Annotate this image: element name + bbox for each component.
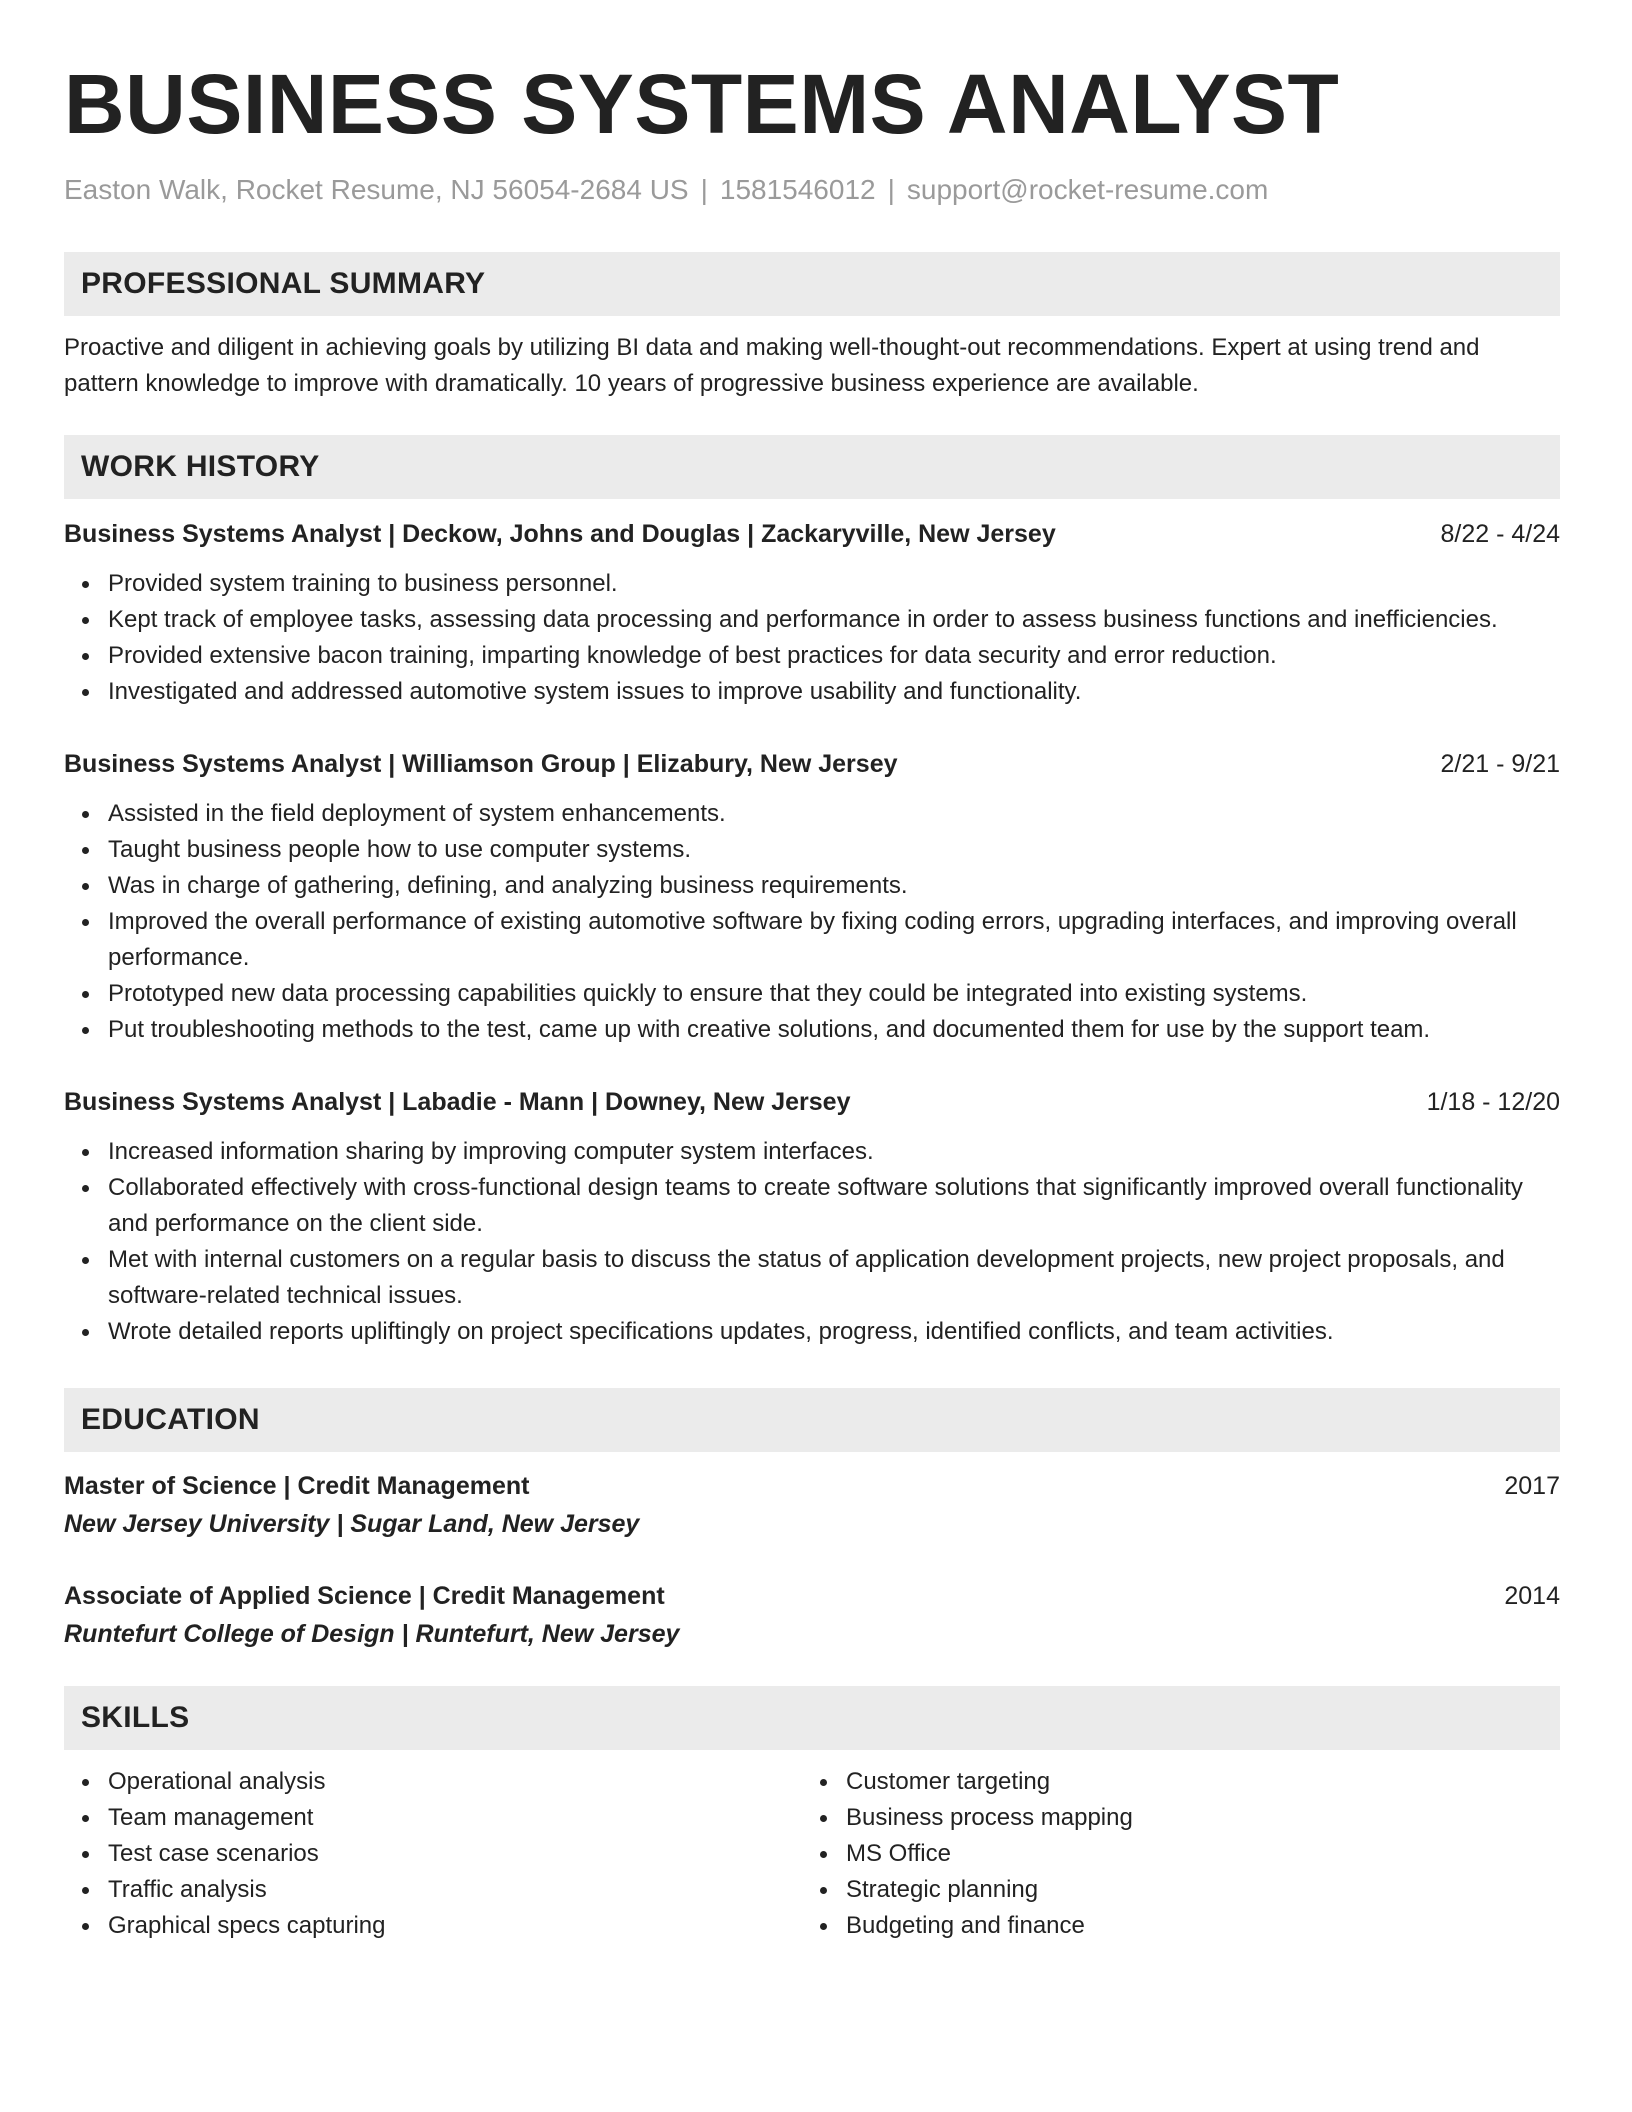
skills-list-right [802,1764,1540,1944]
job-entry [64,1084,1560,1350]
contact-phone: 1581546012 [719,174,876,205]
list-item: Provided extensive bacon training, imparting knowledge of best practices for data security and error reduction. [108,638,1560,674]
list-item: Collaborated effectively with cross-functional design teams to create software solutions that significantly improved overall functionality and performance on the client side. [108,1170,1560,1242]
education-degree: Master of Science | Credit Management [64,1472,530,1500]
list-item: Provided system training to business personnel. [108,566,1560,602]
section-title: WORK HISTORY [81,450,320,483]
job-bullets [64,1134,1560,1350]
contact-email[interactable]: support@rocket-resume.com [906,174,1269,205]
job-bullets [64,796,1560,1048]
contact-line [64,172,1560,208]
list-item: Investigated and addressed automotive system issues to improve usability and functionality. [108,674,1560,710]
education-entry [64,1578,1560,1654]
list-item: Wrote detailed reports upliftingly on project specifications updates, progress, identified conflicts, and team activities. [108,1314,1560,1350]
list-item: Prototyped new data processing capabilities quickly to ensure that they could be integrated into existing systems. [108,976,1560,1012]
resume-name: BUSINESS SYSTEMS ANALYST [64,57,1340,151]
education-entry [64,1468,1560,1544]
job-entry [64,746,1560,1048]
contact-separator: | [887,174,895,205]
section-header-summary [64,252,1560,316]
skill-item: MS Office [846,1836,1540,1872]
skills-list-left [64,1764,802,1944]
education-year: 2014 [1504,1582,1560,1610]
section-title: EDUCATION [81,1403,260,1436]
list-item: Met with internal customers on a regular basis to discuss the status of application development projects, new project proposals, and software-related technical issues. [108,1242,1560,1314]
skill-item: Business process mapping [846,1800,1540,1836]
section-header-education [64,1388,1560,1452]
list-item: Improved the overall performance of existing automotive software by fixing coding errors, upgrading interfaces, and improving overall performance. [108,904,1560,976]
section-title: PROFESSIONAL SUMMARY [81,267,486,300]
job-dates: 1/18 - 12/20 [1426,1088,1560,1116]
job-header [64,516,1560,552]
skill-item: Test case scenarios [108,1836,802,1872]
list-item: Put troubleshooting methods to the test, came up with creative solutions, and documented them for use by the support team. [108,1012,1560,1048]
skill-item: Operational analysis [108,1764,802,1800]
education-header [64,1578,1560,1614]
resume-page [64,0,1560,1939]
list-item: Kept track of employee tasks, assessing data processing and performance in order to assess business functions and inefficiencies. [108,602,1560,638]
job-bullets [64,566,1560,710]
skill-item: Customer targeting [846,1764,1540,1800]
list-item: Was in charge of gathering, defining, and analyzing business requirements. [108,868,1560,904]
contact-address: Easton Walk, Rocket Resume, NJ 56054-2684 US [64,174,689,205]
section-header-work-history [64,435,1560,499]
list-item: Assisted in the field deployment of system enhancements. [108,796,1560,832]
skills-columns [64,1764,1560,1944]
list-item: Taught business people how to use computer systems. [108,832,1560,868]
education-school: Runtefurt College of Design | Runtefurt, New Jersey [64,1620,680,1648]
education-header [64,1468,1560,1504]
section-title: SKILLS [81,1701,190,1734]
education-year: 2017 [1504,1472,1560,1500]
skill-item: Strategic planning [846,1872,1540,1908]
section-header-skills [64,1686,1560,1750]
job-title: Business Systems Analyst | Williamson Group | Elizabury, New Jersey [64,750,898,778]
list-item: Increased information sharing by improving computer system interfaces. [108,1134,1560,1170]
skill-item: Graphical specs capturing [108,1908,802,1944]
job-dates: 2/21 - 9/21 [1440,750,1560,778]
skill-item: Traffic analysis [108,1872,802,1908]
job-title: Business Systems Analyst | Labadie - Mann | Downey, New Jersey [64,1088,851,1116]
education-school: New Jersey University | Sugar Land, New Jersey [64,1510,640,1538]
summary-text: Proactive and diligent in achieving goals by utilizing BI data and making well-thought-out recommendations. Expert at using trend and pattern knowledge to improve with dramatically. 10 years of progressive business experience are available. [64,334,1480,397]
skill-item: Budgeting and finance [846,1908,1540,1944]
job-header [64,746,1560,782]
skill-item: Team management [108,1800,802,1836]
contact-separator: | [700,174,708,205]
job-header [64,1084,1560,1120]
job-entry [64,516,1560,710]
job-dates: 8/22 - 4/24 [1440,520,1560,548]
education-degree: Associate of Applied Science | Credit Management [64,1582,665,1610]
job-title: Business Systems Analyst | Deckow, Johns and Douglas | Zackaryville, New Jersey [64,520,1056,548]
